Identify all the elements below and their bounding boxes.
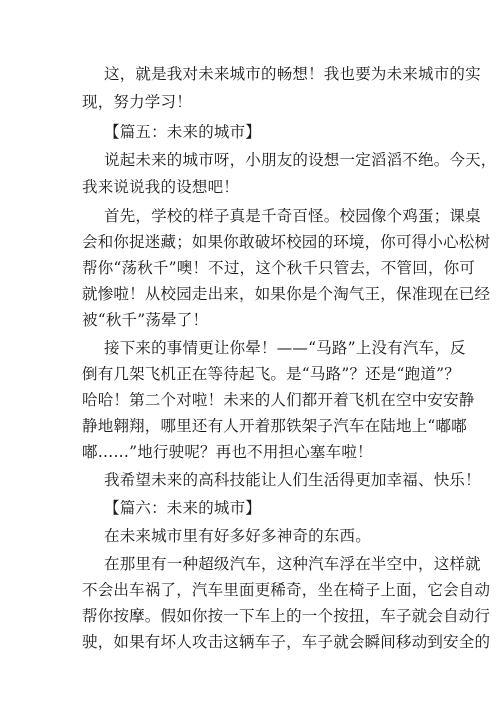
paragraph-line: 帮你“荡秋千”噢！不过，这个秋千只管去，不管回，你可	[82, 259, 476, 277]
paragraph-line: 在未来城市里有好多好多神奇的东西。	[104, 527, 371, 545]
paragraph-line: 我希望未来的高科技能让人们生活得更加幸福、快乐！	[104, 471, 481, 489]
paragraph-line: 说起未来的城市呀，小朋友的设想一定滔滔不绝。今天，	[104, 151, 497, 169]
section-heading: 【篇五：未来的城市】	[104, 123, 262, 141]
paragraph-line: 就惨啦！从校园走出来，如果你是个淘气王，保准现在已经	[82, 285, 491, 303]
paragraph-line: 哈哈！第二个对啦！未来的人们都开着飞机在空中安安静	[82, 391, 475, 409]
paragraph-line: 会和你捉迷藏；如果你敢破坏校园的环境，你可得小心松树	[82, 233, 491, 251]
paragraph-line: 现，努力学习！	[82, 93, 192, 111]
paragraph-line: 这，就是我对未来城市的畅想！我也要为未来城市的实	[104, 65, 481, 83]
paragraph-line: 静地翱翔，哪里还有人开着那铁架子汽车在陆地上“嘟嘟	[82, 417, 467, 435]
paragraph-line: 帮你按摩。假如你按一下车上的一个按扭，车子就会自动行	[82, 607, 491, 625]
paragraph-line: 被“秋千”荡晕了！	[82, 311, 209, 329]
paragraph-line: 首先，学校的样子真是千奇百怪。校园像个鸡蛋；课桌	[104, 207, 481, 225]
paragraph-line: 不会出车祸了，汽车里面更稀奇，坐在椅子上面，它会自动	[82, 581, 491, 599]
paragraph-line: 倒有几架飞机正在等待起飞。是“马路”？还是“跑道”？	[82, 365, 460, 383]
paragraph-line: 我来说说我的设想吧！	[82, 178, 240, 196]
section-heading: 【篇六：未来的城市】	[104, 499, 262, 517]
paragraph-line: 嘟……”地行驶呢？再也不用担心塞车啦！	[82, 443, 373, 461]
paragraph-line: 接下来的事情更让你晕！——“马路”上没有汽车，反	[104, 339, 466, 357]
paragraph-line: 驶，如果有坏人攻击这辆车子，车子就会瞬间移动到安全的	[82, 633, 491, 651]
paragraph-line: 在那里有一种超级汽车，这种汽车浮在半空中，这样就	[104, 555, 481, 573]
